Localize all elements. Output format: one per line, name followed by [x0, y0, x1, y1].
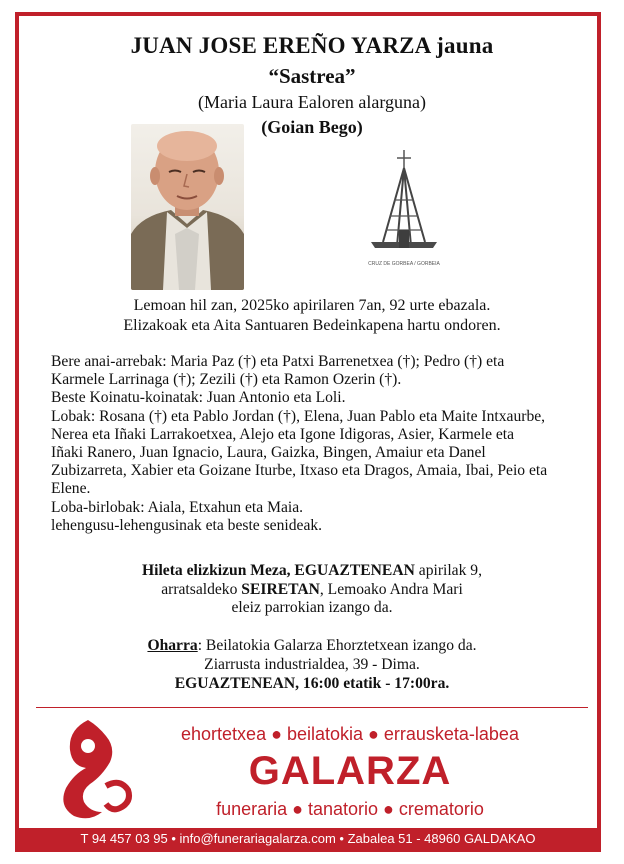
- funeral-time: SEIRETAN: [241, 581, 320, 598]
- funeral-church: , Lemoako Andra Mari: [319, 581, 463, 598]
- deceased-name: JUAN JOSE EREÑO YARZA jauna: [130, 33, 494, 58]
- family-line: Lobak: Rosana (†) eta Pablo Jordan (†), Elena, Juan Pablo eta Maite Intxaurbe,: [51, 407, 546, 425]
- widower-line: (Maria Laura Ealoren alarguna): [197, 92, 427, 112]
- family-line: Nerea eta Iñaki Larrakoetxea, Alejo eta Igone Idigoras, Asier, Karmele eta: [51, 425, 515, 443]
- tagline-spanish: funeraria ● tanatorio ● crematorio: [216, 799, 484, 819]
- nickname: “Sastrea”: [268, 64, 356, 88]
- contact-footer: T 94 457 03 95 • info@funerariagalarza.com • Zabalea 51 - 48960 GALDAKAO: [19, 828, 597, 850]
- family-list: [51, 353, 581, 535]
- family-line: Karmele Larrinaga (†); Zezili (†) eta Ramon Ozerin (†).: [51, 371, 402, 389]
- note-line-3: EGUAZTENEAN, 16:00 etatik - 17:00ra.: [174, 675, 450, 692]
- divider: [36, 707, 588, 708]
- note-text: : Beilatokia Galarza Ehorztetxean izango da.: [197, 637, 477, 654]
- galarza-logo-icon: [50, 716, 135, 822]
- brand-name: GALARZA: [248, 749, 452, 793]
- family-line: Zubizarreta, Xabier eta Goizane Iturbe, Itxaso eta Dragos, Amaia, Ibai, Peio eta: [51, 462, 548, 480]
- family-line: Beste Koinatu-koinatak: Juan Antonio eta Loli.: [51, 389, 346, 407]
- portrait-photo: [131, 124, 244, 290]
- death-line: Lemoan hil zan, 2025ko apirilaren 7an, 92 urte ebazala.: [133, 297, 491, 314]
- family-line: lehengusu-lehengusinak eta beste senideak.: [51, 516, 323, 534]
- funeral-time-prefix: arratsaldeko: [161, 581, 242, 598]
- funeral-day: Hileta elizkizun Meza, EGUAZTENEAN: [141, 562, 415, 579]
- gorbea-cross-icon: [357, 150, 457, 272]
- funeral-line-3: eleiz parrokian izango da.: [231, 599, 393, 616]
- note-label: Oharra: [147, 637, 198, 654]
- funeral-line-1: [0, 562, 624, 580]
- funeral-line-2: [0, 581, 624, 599]
- family-line: Elene.: [51, 480, 91, 498]
- cross-caption: CRUZ DE GORBEA / GORBEIA: [368, 261, 440, 267]
- funeral-date: apirilak 9,: [414, 562, 482, 579]
- tagline-basque: ehortetxea ● beilatokia ● errausketa-labea: [181, 724, 519, 744]
- family-line: Iñaki Ranero, Juan Ignacio, Laura, Gaizka, Bingen, Amaiur eta Danel: [51, 444, 486, 462]
- family-line: Loba-birlobak: Aiala, Etxahun eta Maia.: [51, 498, 304, 516]
- rip-line: (Goian Bego): [261, 117, 363, 137]
- family-line: Bere anai-arrebak: Maria Paz (†) eta Patxi Barrenetxea (†); Pedro (†) eta: [51, 353, 505, 370]
- sacraments-line: Elizakoak eta Aita Santuaren Bedeinkapena hartu ondoren.: [123, 317, 501, 334]
- note-line-1: [0, 637, 624, 655]
- note-line-2: Ziarrusta industrialdea, 39 - Dima.: [204, 656, 420, 673]
